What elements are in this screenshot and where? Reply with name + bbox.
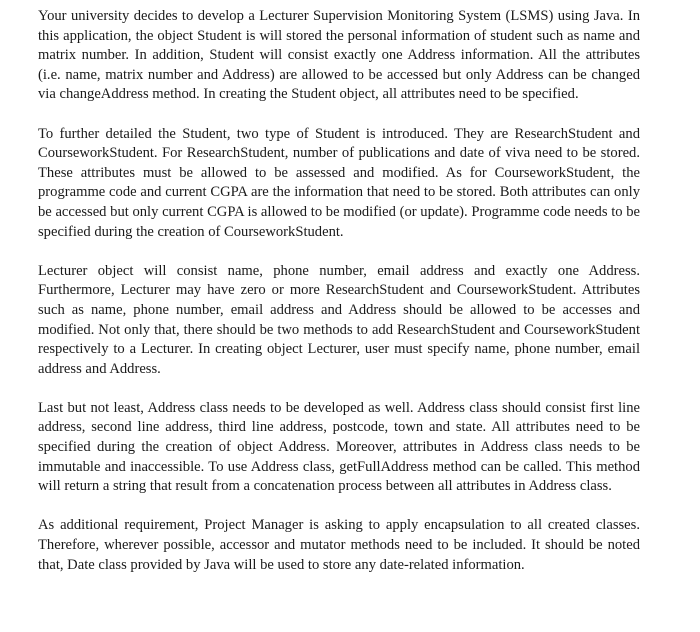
paragraph-encapsulation: As additional requirement, Project Manager is asking to apply encapsulation to all created classes. Therefore, wherever possible, accessor and mutator methods need to be included. It should be noted that, Date class provided by Java will be used to store any date-related information. xyxy=(38,517,640,573)
paragraph-lecturer: Lecturer object will consist name, phone number, email address and exactly one Address. Furthermore, Lecturer may have zero or more ResearchStudent and CourseworkStudent. Attributes such as name, phone number, email address and Address should be allowed to be accesses and modified. Not only that, there should be two methods to add ResearchStudent and CourseworkStudent respectively to a Lecturer. In creating object Lecturer, user must specify name, phone number, email address and Address. xyxy=(38,262,640,377)
paragraph-student-types: To further detailed the Student, two type of Student is introduced. They are ResearchStudent and CourseworkStudent. For ResearchStudent, number of publications and date of viva need to be stored. These attributes must be allowed to be assessed and modified. As for CourseworkStudent, the programme code and current CGPA are the information that need to be stored. Both attributes can only be accessed but only current CGPA is allowed to be modified (or update). Programme code needs to be specified during the creation of CourseworkStudent. xyxy=(38,125,640,240)
document-body xyxy=(38,7,640,575)
paragraph-intro: Your university decides to develop a Lecturer Supervision Monitoring System (LSMS) using Java. In this application, the object Student is will stored the personal information of student such as name and matrix number. In addition, Student will consist exactly one Address information. All the attributes (i.e. name, matrix number and Address) are allowed to be accessed but only Address can be changed via changeAddress method. In creating the Student object, all attributes need to be specified. xyxy=(38,8,640,103)
paragraph-address: Last but not least, Address class needs to be developed as well. Address class should consist first line address, second line address, third line address, postcode, town and state. All attributes need to be specified during the creation of object Address. Moreover, attributes in Address class needs to be immutable and inaccessible. To use Address class, getFullAddress method can be called. This method will return a string that result from a concatenation process between all attributes in Address class. xyxy=(38,399,640,495)
